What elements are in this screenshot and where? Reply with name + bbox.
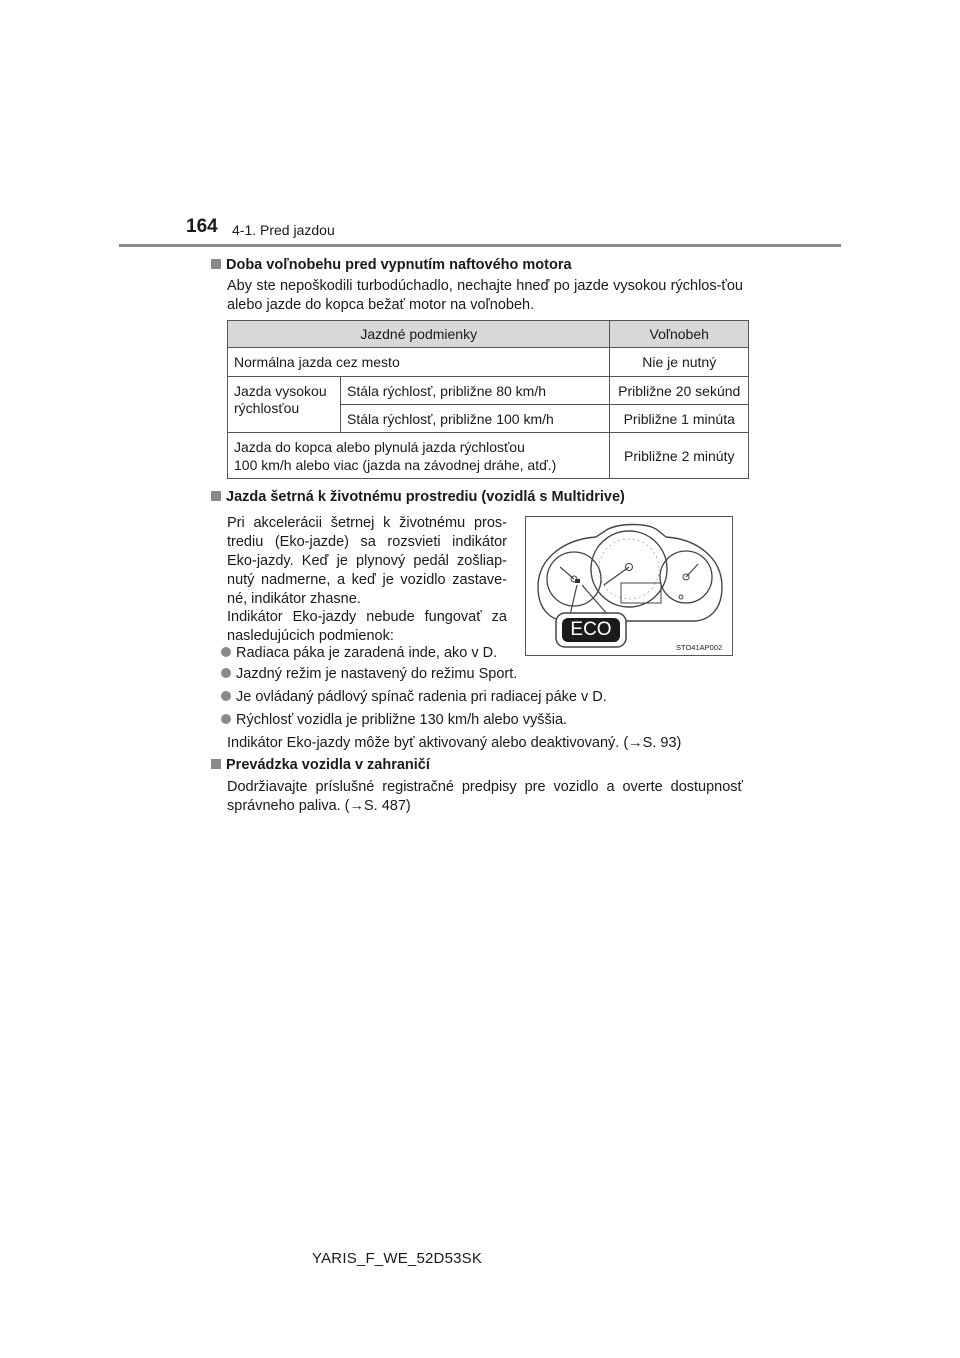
document-code: YARIS_F_WE_52D53SK: [312, 1250, 483, 1267]
instrument-cluster-illustration: [526, 517, 732, 655]
table-cell: Stála rýchlosť, približne 100 km/h: [341, 405, 610, 433]
list-item: Radiaca páka je zaradená inde, ako v D.: [221, 644, 497, 663]
table-cell: Nie je nutný: [610, 348, 749, 377]
idle-heading: Doba voľnobehu pred vypnutím naftového motora: [211, 257, 572, 273]
table-cell-highspeed: Jazda vysokou rýchlosťou: [228, 377, 341, 433]
abroad-heading: Prevádzka vozidla v zahraničí: [211, 757, 430, 773]
list-item: Je ovládaný pádlový spínač radenia pri radiacej páke v D.: [221, 688, 607, 707]
table-cell: Približne 1 minúta: [610, 405, 749, 433]
table-cell: Približne 20 sekúnd: [610, 377, 749, 405]
eco-paragraph-2: Indikátor Eko-jazdy nebude fungovať za nasledujúcich podmienok:: [227, 609, 507, 644]
eco-heading: Jazda šetrná k životnému prostrediu (vozidlá s Multidrive): [211, 489, 625, 505]
round-bullet-icon: [221, 668, 231, 678]
idle-table: [227, 320, 749, 479]
round-bullet-icon: [221, 647, 231, 657]
list-item: Jazdný režim je nastavený do režimu Sport.: [221, 665, 517, 684]
idle-text: Aby ste nepoškodili turbodúchadlo, nechajte hneď po jazde vysokou rýchlos-ťou alebo jazde do kopca bežať motor na voľnobeh.: [227, 278, 743, 313]
table-cell: Normálna jazda cez mesto: [228, 348, 610, 377]
square-bullet-icon: [211, 491, 221, 501]
eco-paragraph-1: Pri akcelerácii šetrnej k životnému pros-trediu (Eko-jazde) sa rozsvieti indikátor Eko-jazdy. Keď je plynový pedál zošliap-nutý nadmerne, a keď je vozidlo zastave-né, indikátor zhasne.: [227, 515, 507, 607]
figure-code: STO41AP002: [676, 643, 723, 652]
round-bullet-icon: [221, 714, 231, 724]
page-number: 164: [186, 216, 218, 237]
table-cell: Približne 2 minúty: [610, 433, 749, 479]
eco-closing: Indikátor Eko-jazdy môže byť aktivovaný alebo deaktivovaný. (→S. 93): [227, 735, 682, 751]
square-bullet-icon: [211, 759, 221, 769]
eco-badge-label: ECO: [570, 619, 612, 640]
list-item: Rýchlosť vozidla je približne 130 km/h alebo vyššia.: [221, 711, 567, 730]
header-rule: [119, 244, 841, 247]
table-header-idle: Voľnobeh: [610, 321, 749, 348]
abroad-text: Dodržiavajte príslušné registračné predpisy pre vozidlo a overte dostupnosť správneho paliva. (→S. 487): [227, 779, 743, 814]
instrument-cluster-figure: [525, 516, 733, 656]
section-title: 4-1. Pred jazdou: [232, 222, 335, 238]
table-header-conditions: Jazdné podmienky: [228, 321, 610, 348]
round-bullet-icon: [221, 691, 231, 701]
table-cell: Stála rýchlosť, približne 80 km/h: [341, 377, 610, 405]
table-cell: Jazda do kopca alebo plynulá jazda rýchlosťou 100 km/h alebo viac (jazda na závodnej dráhe, atď.): [228, 433, 610, 479]
square-bullet-icon: [211, 259, 221, 269]
